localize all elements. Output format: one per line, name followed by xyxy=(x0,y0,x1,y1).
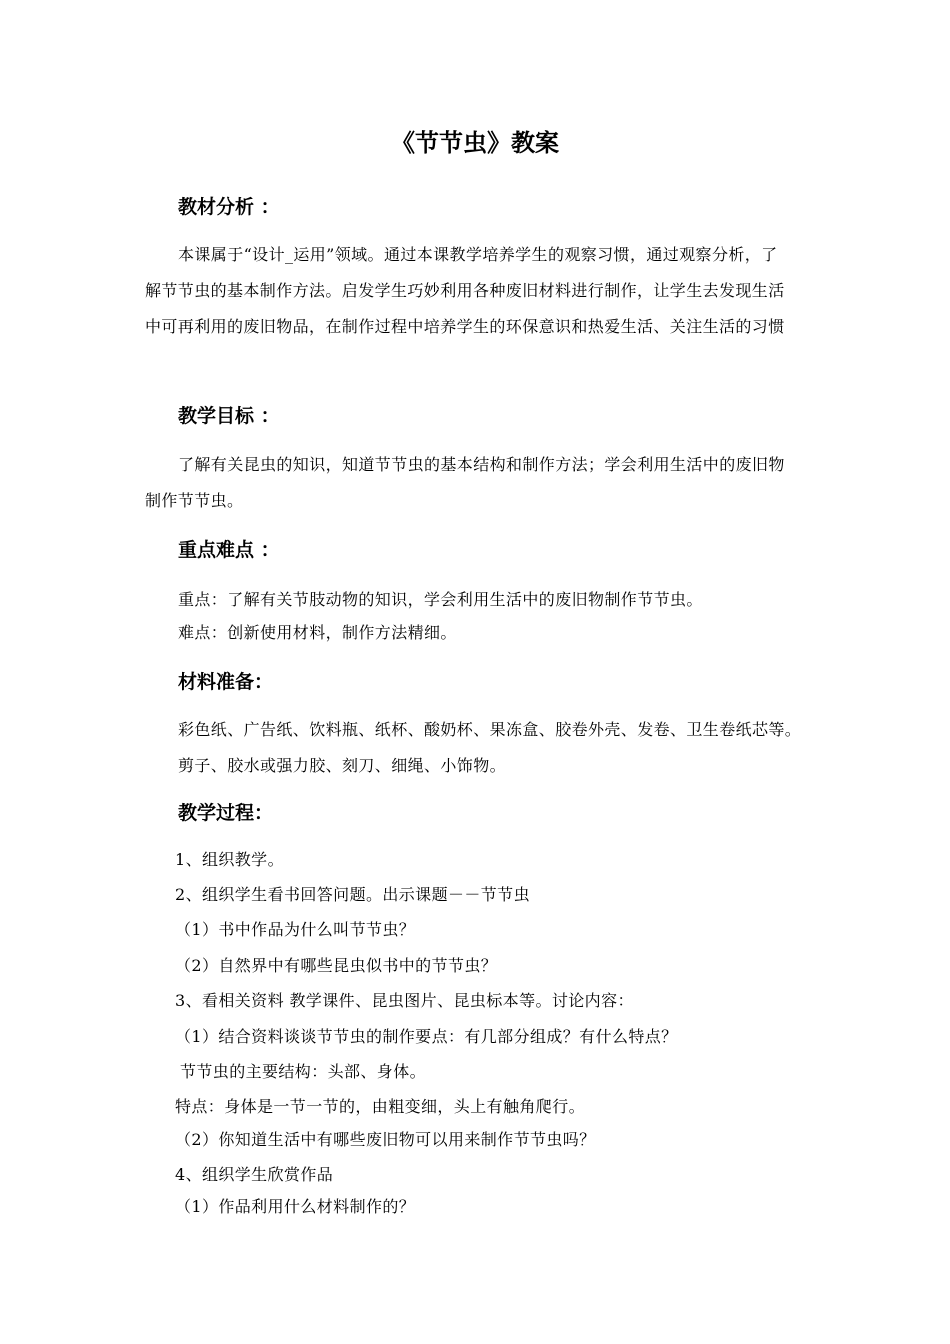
list-item: 4、组织学生欣赏作品 xyxy=(175,1165,334,1184)
list-item: 特点：身体是一节一节的，由粗变细，头上有触角爬行。 xyxy=(175,1097,586,1116)
paragraph-line: 解节节虫的基本制作方法。启发学生巧妙利用各种废旧材料进行制作，让学生去发现生活 xyxy=(145,281,785,300)
list-item: （2）自然界中有哪些昆虫似书中的节节虫？ xyxy=(175,956,498,975)
paragraph-line: 制作节节虫。 xyxy=(145,491,244,510)
heading-analysis: 教材分析 ： xyxy=(178,196,280,218)
paragraph-line: 本课属于“设计_运用”领域。通过本课教学培养学生的观察习惯，通过观察分析，了 xyxy=(178,245,778,264)
list-item: 3、看相关资料 教学课件、昆虫图片、昆虫标本等。讨论内容： xyxy=(175,991,634,1010)
list-item: 节节虫的主要结构：头部、身体。 xyxy=(180,1062,427,1081)
heading-goals: 教学目标 ： xyxy=(178,405,280,427)
paragraph-line: 彩色纸、广告纸、饮料瓶、纸杯、酸奶杯、果冻盒、胶卷外壳、发卷、卫生卷纸芯等。 xyxy=(178,720,802,739)
paragraph-line: 中可再利用的废旧物品，在制作过程中培养学生的环保意识和热爱生活、关注生活的习惯 xyxy=(145,317,785,336)
heading-materials: 材料准备： xyxy=(178,671,274,693)
list-item: 1、组织教学。 xyxy=(175,850,284,869)
heading-keypoints: 重点难点 ： xyxy=(178,539,280,561)
list-item: 2、组织学生看书回答问题。出示课题－－节节虫 xyxy=(175,885,530,904)
list-item: （2）你知道生活中有哪些废旧物可以用来制作节节虫吗？ xyxy=(175,1130,596,1149)
paragraph-line: 重点：了解有关节肢动物的知识，学会利用生活中的废旧物制作节节虫。 xyxy=(178,590,703,609)
list-item: （1）书中作品为什么叫节节虫？ xyxy=(175,920,416,939)
heading-process: 教学过程： xyxy=(178,802,274,824)
list-item: （1）作品利用什么材料制作的？ xyxy=(175,1197,416,1216)
paragraph-line: 难点：创新使用材料，制作方法精细。 xyxy=(178,623,457,642)
paragraph-line: 了解有关昆虫的知识，知道节节虫的基本结构和制作方法；学会利用生活中的废旧物 xyxy=(178,455,785,474)
list-item: （1）结合资料谈谈节节虫的制作要点：有几部分组成？有什么特点？ xyxy=(175,1027,678,1046)
paragraph-line: 剪子、胶水或强力胶、刻刀、细绳、小饰物。 xyxy=(178,756,507,775)
document-title: 《节节虫》教案 xyxy=(391,129,559,157)
